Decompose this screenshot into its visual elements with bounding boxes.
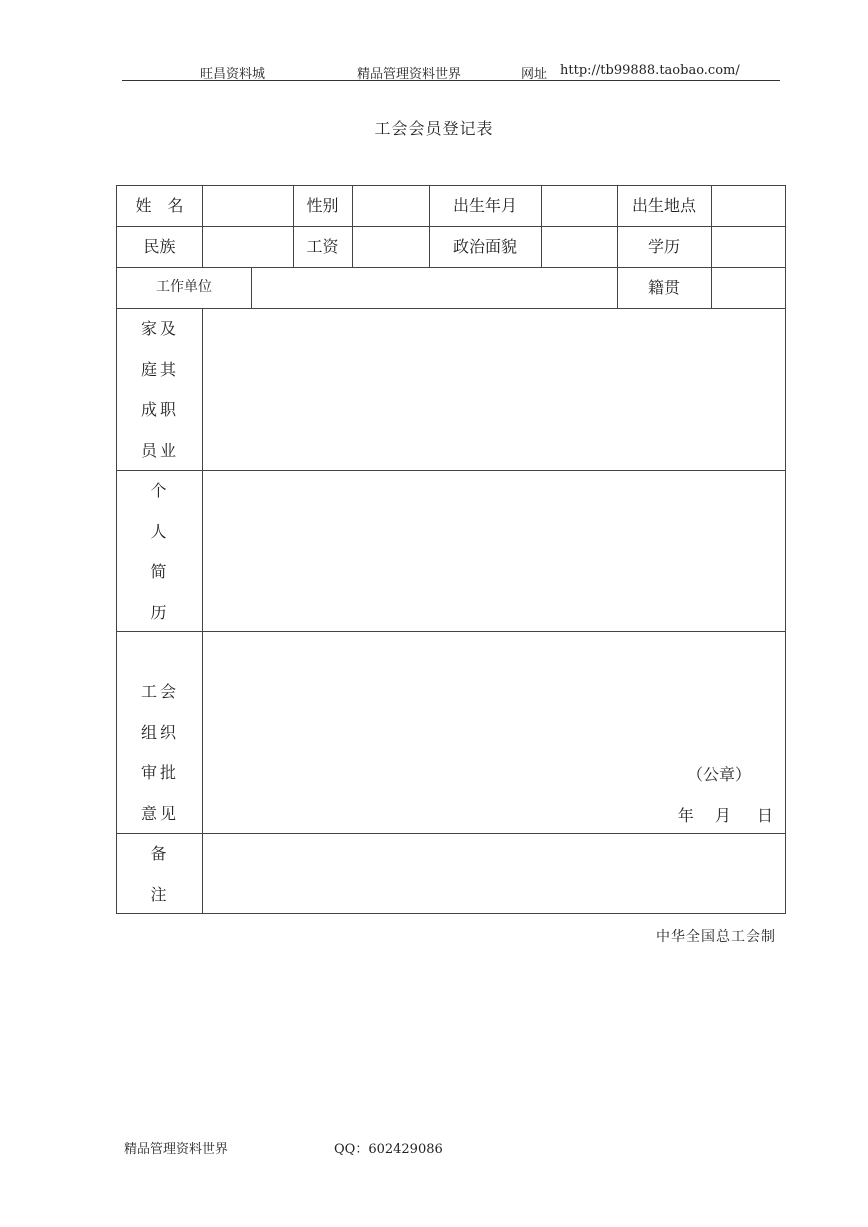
page-header xyxy=(122,60,780,81)
registration-form xyxy=(116,185,786,914)
footer-qq: QQ：602429086 xyxy=(334,1142,443,1157)
header-store: 精品管理资料世界 xyxy=(357,67,462,82)
form-title: 工会会员登记表 xyxy=(374,119,494,138)
label-ethnicity: 民族 xyxy=(143,237,176,256)
header-shop: 旺昌资料城 xyxy=(200,67,266,82)
label-remarks: 备 注 xyxy=(150,844,170,904)
issuer-note: 中华全国总工会制 xyxy=(656,929,776,945)
col-divider xyxy=(352,186,353,267)
label-family-members: 家及 庭其 成职 员业 xyxy=(140,319,179,460)
label-name: 姓 名 xyxy=(135,196,184,215)
header-url-label: 网址 xyxy=(521,67,548,82)
label-birthplace: 出生地点 xyxy=(631,196,696,215)
row-divider xyxy=(117,833,785,834)
row-divider xyxy=(117,631,785,632)
col-divider xyxy=(541,186,542,267)
row-divider xyxy=(117,470,785,471)
footer-store: 精品管理资料世界 xyxy=(124,1142,229,1157)
col-divider xyxy=(711,186,712,308)
label-political-status: 政治面貌 xyxy=(452,237,517,256)
header-url[interactable]: http://tb99888.taobao.com/ xyxy=(560,63,740,78)
label-birth-date: 出生年月 xyxy=(452,196,517,215)
col-divider xyxy=(251,267,252,308)
label-workplace: 工作单位 xyxy=(156,279,212,295)
label-native-place: 籍贯 xyxy=(647,278,680,297)
label-gender: 性别 xyxy=(306,196,339,215)
approval-date: 年 月 日 xyxy=(677,806,773,825)
label-education: 学历 xyxy=(647,237,680,256)
seal-placeholder: （公章） xyxy=(686,765,751,784)
col-divider xyxy=(202,186,203,267)
label-personal-resume: 个 人 简 历 xyxy=(150,481,170,622)
label-salary: 工资 xyxy=(306,237,339,256)
label-union-approval: 工会 组织 审批 意见 xyxy=(140,682,179,823)
row-divider xyxy=(117,308,785,309)
